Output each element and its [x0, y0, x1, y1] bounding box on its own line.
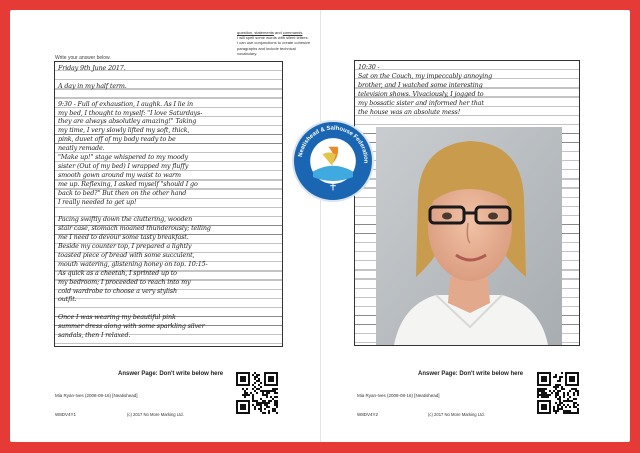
handwritten-line: back to bed?" But then on the other hand [58, 188, 187, 197]
copyright-notice: (c) 2017 No More Marking Ltd. [428, 412, 485, 417]
handwritten-line: me up. Reflexing, I asked myself "should I go [58, 179, 198, 188]
criteria-line: paragraphs and include technical [237, 45, 296, 51]
criteria-line: I can use conjunctions to create cohesive [237, 40, 311, 46]
handwritten-line: 9:30 - Full of exhaustion, I aughk. As I lie in [58, 99, 193, 108]
handwritten-line: my bedroom; I proceeded to reach into my [58, 277, 191, 286]
answer-page-notice: Answer Page: Don't write below here [418, 371, 524, 377]
handwritten-line: television shows. Vivaciously, I jogged to [358, 89, 484, 98]
handwritten-line: outfit. [58, 295, 77, 304]
handwritten-line: sister (Out of my bed) I wrapped my fluffy [58, 161, 189, 170]
student-reference: Mia Ryan-Ives (2008-08-16) [Neatishead] [55, 393, 138, 398]
handwritten-line: my time, I very slowly lifted my soft, thick, [58, 126, 190, 135]
handwritten-line: pink, duvet off of my body ready to be [58, 135, 176, 144]
page-fold-line [320, 10, 321, 442]
write-answer-prompt: Write your answer below. [55, 55, 111, 61]
criteria-line: question, statements and commands. [237, 30, 304, 35]
handwritten-line: smooth gown around my waist to warm [58, 170, 181, 179]
handwritten-line: the house was an absolute mess! [358, 107, 461, 116]
handwritten-line: Once I was wearing my beautiful pink [58, 313, 176, 322]
handwritten-line: toasted piece of bread with some succulent, [58, 250, 195, 259]
answer-page-notice: Answer Page: Don't write below here [118, 371, 224, 377]
handwritten-line: Pacing swiftly down the cluttering, wooden [58, 215, 193, 224]
page-code: W8DV4Y2 [357, 412, 379, 417]
copyright-notice: (c) 2017 No More Marking Ltd. [127, 412, 184, 417]
handwritten-line: Beside my counter top, I prepared a lightly [58, 242, 192, 250]
handwritten-line: Sat on the Couch, my impeccably annoying [358, 71, 493, 80]
handwritten-line: A day in my half term. [58, 81, 127, 90]
handwritten-line: mouth watering, glistening honey on top. 10:15- [58, 259, 208, 268]
handwritten-line: stair case, stomach moaned thunderously; telling [58, 224, 211, 233]
handwritten-line: my bossatic sister and informed her that [358, 98, 484, 107]
handwritten-line: "Make up!" stage whispered to my moody [58, 153, 188, 161]
page-code: W8DV4Y1 [55, 412, 77, 417]
handwritten-line: sandals, then I relaxed. [58, 331, 131, 339]
handwritten-line: As quick as a cheetah, I sprinted up to [58, 268, 177, 277]
handwritten-line: my bed, I thought to myself: "I love Saturdays- [58, 108, 203, 117]
logo-text: Neatishead & Salhouse Federation [297, 125, 369, 164]
handwritten-line: Friday 9th June 2017. [58, 64, 126, 72]
handwritten-line: neatly remade. [58, 144, 105, 153]
handwritten-line: brother, and I watched some interesting [358, 80, 483, 89]
handwritten-line: summer dress along with some sparkling silver [58, 322, 205, 331]
handwritten-line: they are always absolutley amazing!" Taking [58, 117, 197, 126]
handwritten-line: 10:30 - [358, 63, 380, 71]
criteria-line: vocabulary. [237, 50, 258, 56]
handwritten-line: I really needed to get up! [58, 197, 137, 206]
criteria-line: I will spell some words with silent letters. [237, 35, 309, 41]
left-writing-area [54, 61, 283, 347]
handwritten-line: me I need to devour some tasty breakfast. [58, 233, 189, 242]
handwritten-line: cold wardrobe to choose a very stylish [58, 286, 177, 295]
school-federation-logo [292, 120, 374, 202]
qr-code [537, 372, 579, 414]
success-criteria [237, 30, 332, 56]
qr-code [236, 372, 278, 414]
student-reference: Mia Ryan-Ives (2008-08-16) [Neatishead] [357, 393, 440, 398]
student-photo [376, 127, 562, 345]
